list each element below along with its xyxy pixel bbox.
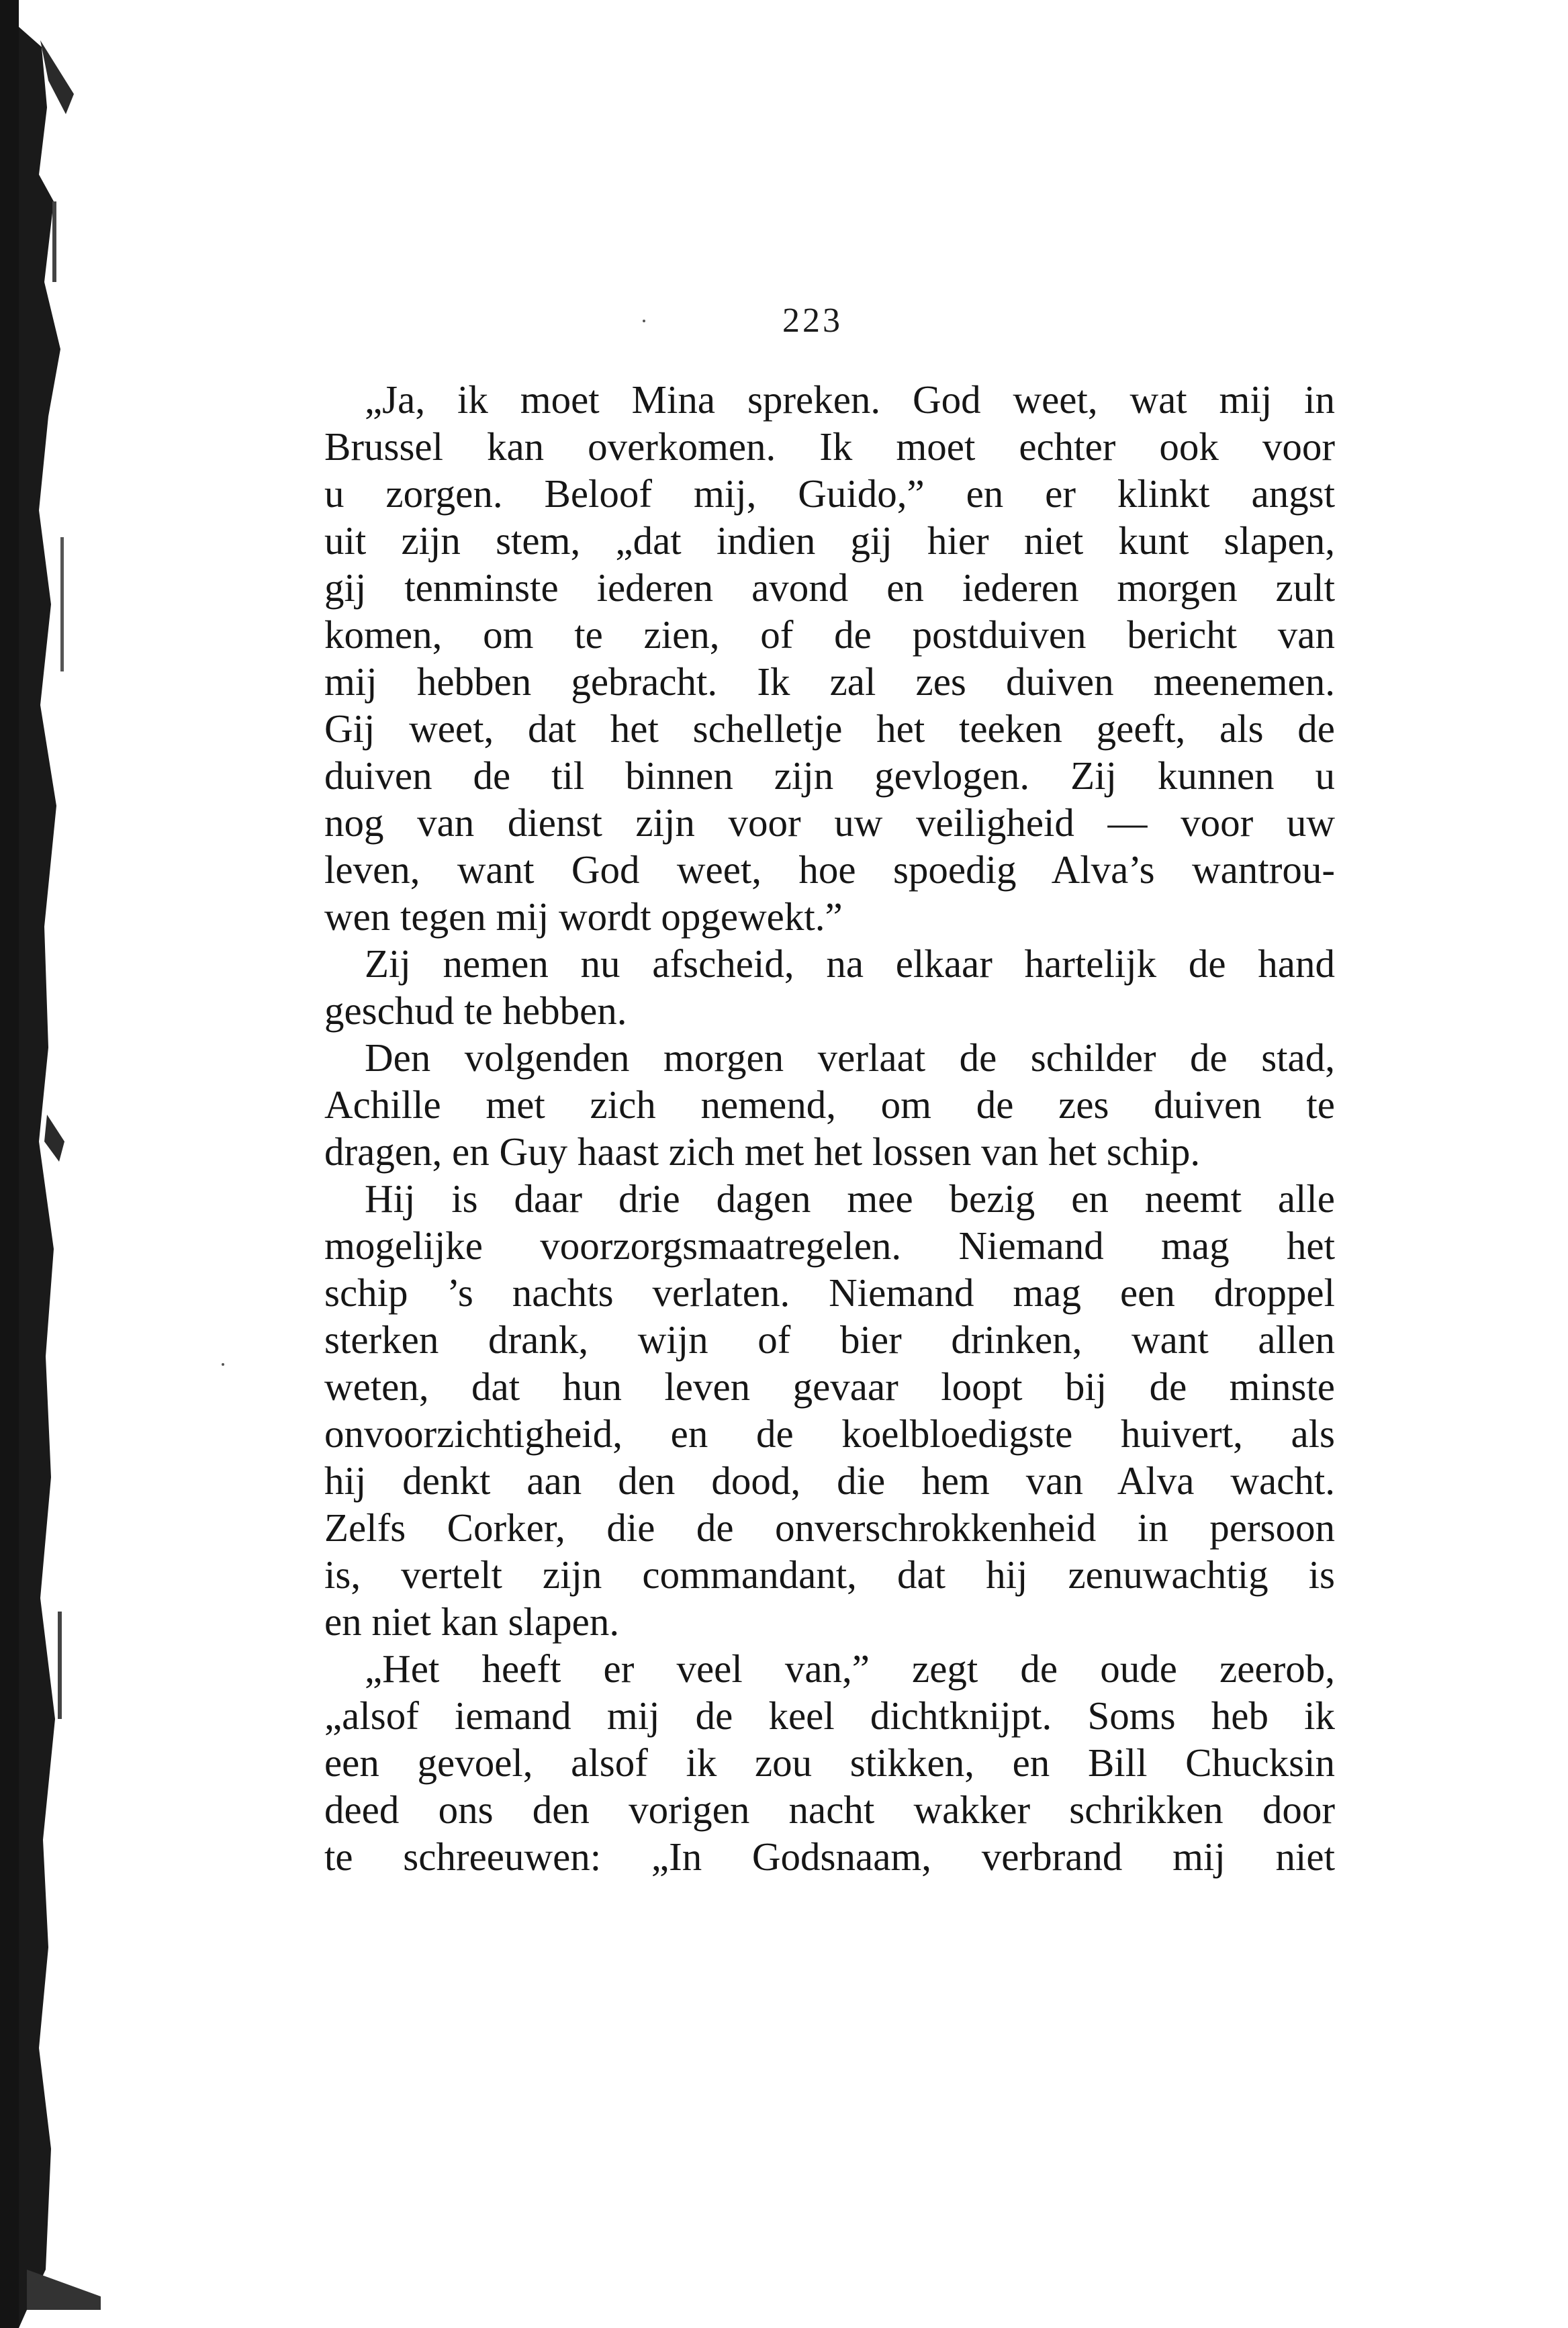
text-line: Zelfs Corker, die de onverschrokkenheid in persoon xyxy=(324,1505,1335,1550)
text-line: deed ons den vorigen nacht wakker schrikken door xyxy=(324,1787,1335,1832)
text-line: „Het heeft er veel van,” zegt de oude zeerob, xyxy=(365,1646,1335,1691)
text-line: u zorgen. Beloof mij, Guido,” en er klinkt angst xyxy=(324,471,1335,516)
binding-edge xyxy=(0,0,101,2328)
text-line: weten, dat hun leven gevaar loopt bij de minste xyxy=(324,1364,1335,1409)
text-line: Brussel kan overkomen. Ik moet echter ook voor xyxy=(324,424,1335,469)
text-line: hij denkt aan den dood, die hem van Alva wacht. xyxy=(324,1458,1335,1503)
text-line: nog van dienst zijn voor uw veiligheid — voor uw xyxy=(324,800,1335,845)
text-line: geschud te hebben. xyxy=(324,988,627,1033)
text-line: Zij nemen nu afscheid, na elkaar hartelijk de hand xyxy=(365,941,1335,986)
text-line: wen tegen mij wordt opgewekt.” xyxy=(324,894,843,939)
text-line: gij tenminste iederen avond en iederen morgen zult xyxy=(324,565,1335,610)
text-line: mogelijke voorzorgsmaatregelen. Niemand mag het xyxy=(324,1223,1335,1268)
text-line: is, vertelt zijn commandant, dat hij zenuwachtig is xyxy=(324,1552,1335,1597)
text-line: mij hebben gebracht. Ik zal zes duiven meenemen. xyxy=(324,659,1335,704)
page-number: 223 xyxy=(782,301,843,340)
text-line: en niet kan slapen. xyxy=(324,1599,620,1644)
text-line: Hij is daar drie dagen mee bezig en neemt alle xyxy=(365,1176,1335,1221)
text-line: sterken drank, wijn of bier drinken, want allen xyxy=(324,1317,1335,1362)
text-line: een gevoel, alsof ik zou stikken, en Bill Chucksin xyxy=(324,1740,1335,1785)
text-line: te schreeuwen: „In Godsnaam, verbrand mij niet xyxy=(324,1834,1335,1879)
text-line: onvoorzichtigheid, en de koelbloedigste huivert, als xyxy=(324,1411,1335,1456)
text-line: Den volgenden morgen verlaat de schilder de stad, xyxy=(365,1035,1335,1080)
text-line: leven, want God weet, hoe spoedig Alva’s wantrou- xyxy=(324,847,1335,892)
text-line: uit zijn stem, „dat indien gij hier niet kunt slapen, xyxy=(324,518,1335,563)
text-line: „alsof iemand mij de keel dichtknijpt. Soms heb ik xyxy=(324,1693,1335,1738)
text-line: Gij weet, dat het schelletje het teeken geeft, als de xyxy=(324,706,1335,751)
body-text xyxy=(324,376,1335,1880)
text-line: „Ja, ik moet Mina spreken. God weet, wat mij in xyxy=(365,377,1335,422)
text-line: schip ’s nachts verlaten. Niemand mag een droppel xyxy=(324,1270,1335,1315)
text-line: Achille met zich nemend, om de zes duiven te xyxy=(324,1082,1335,1127)
text-line: komen, om te zien, of de postduiven bericht van xyxy=(324,612,1335,657)
ink-speck xyxy=(222,1363,224,1366)
text-line: duiven de til binnen zijn gevlogen. Zij kunnen u xyxy=(324,753,1335,798)
text-line: dragen, en Guy haast zich met het lossen van het schip. xyxy=(324,1129,1201,1174)
ink-speck xyxy=(643,320,645,322)
